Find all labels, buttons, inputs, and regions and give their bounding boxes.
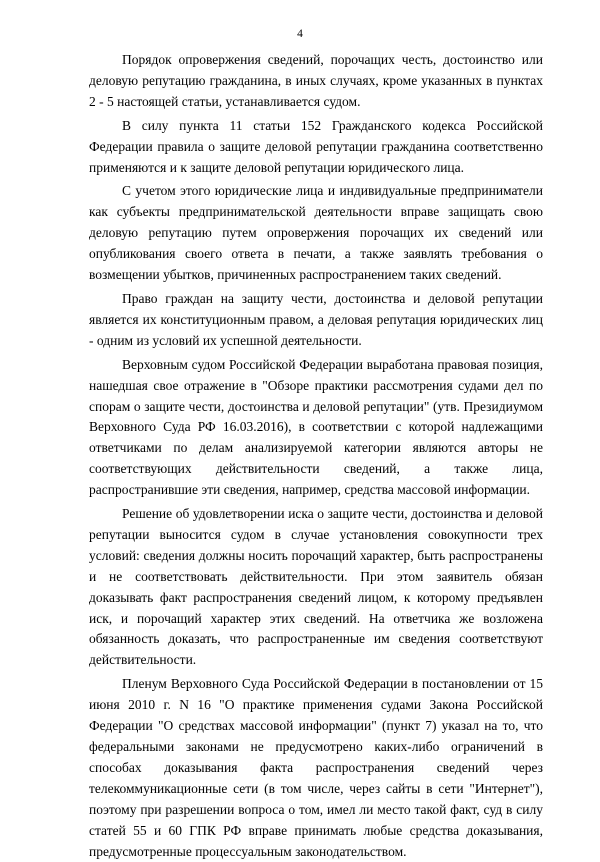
paragraph-constitutional-right: Право граждан на защиту чести, достоинства и деловой репутации является их конституционным правом, а деловая репутация юридических лиц - одним из условий их успешной деятельности. bbox=[89, 290, 543, 348]
page-number: 4 bbox=[297, 28, 303, 40]
paragraph-legal-entities-protection: С учетом этого юридические лица и индивидуальные предприниматели как субъекты предпринимательской деятельности вправе защищать свою деловую репутацию путем опровержения порочащих их сведений или опубликования своего ответа в печати, а также заявлять требования о возмещении убытков, причиненных распространением таких сведений. bbox=[89, 183, 543, 283]
paragraph-refutation-procedure: Порядок опровержения сведений, порочащих честь, достоинство или деловую репутацию гражданина, в иных случаях, кроме указанных в пунктах 2 - 5 настоящей статьи, устанавливается судом. bbox=[89, 52, 543, 109]
paragraph-plenum-resolution: Пленум Верховного Суда Российской Федерации в постановлении от 15 июня 2010 г. N 16 "О практике применения судами Закона Российской Федерации "О средствах массовой информации" (пункт 7) указал на то, что федеральными законами не предусмотрено каких-либо ограничений в способах доказывания факта распространения сведений через телекоммуникационные сети (в том числе, через сайты в сети "Интернет"), поэтому при разрешении вопроса о том, имел ли место такой факт, суд в силу статей 55 и 60 ГПК РФ вправе принимать любые средства доказывания, предусмотренные процессуальным законодательством. bbox=[89, 676, 543, 859]
paragraph-civil-code-article-152: В силу пункта 11 статьи 152 Гражданского кодекса Российской Федерации правила о защите деловой репутации гражданина соответственно применяются и к защите деловой репутации юридического лица. bbox=[89, 117, 543, 175]
paragraph-three-conditions: Решение об удовлетворении иска о защите чести, достоинства и деловой репутации выносится судом в случае установления совокупности трех условий: сведения должны носить порочащий характер, быть распространены и не соответствовать действительности. При этом заявитель обязан доказывать факт распространения сведений лицом, к которому предъявлен иск, и порочащий характер этих сведений. На ответчика же возложена обязанность доказать, что распространенные им сведения соответствуют действительности. bbox=[89, 506, 543, 668]
document-body bbox=[89, 50, 543, 862]
paragraph-supreme-court-review: Верховным судом Российской Федерации выработана правовая позиция, нашедшая свое отражение в "Обзоре практики рассмотрения судами дел по спорам о защите чести, достоинства и деловой репутации" (утв. Президиумом Верховного Суда РФ 16.03.2016), в соответствии с которой надлежащими ответчиками по делам анализируемой категории являются авторы не соответствующих действительности сведений, а также лица, распространившие эти сведения, например, средства массовой информации. bbox=[89, 356, 543, 498]
